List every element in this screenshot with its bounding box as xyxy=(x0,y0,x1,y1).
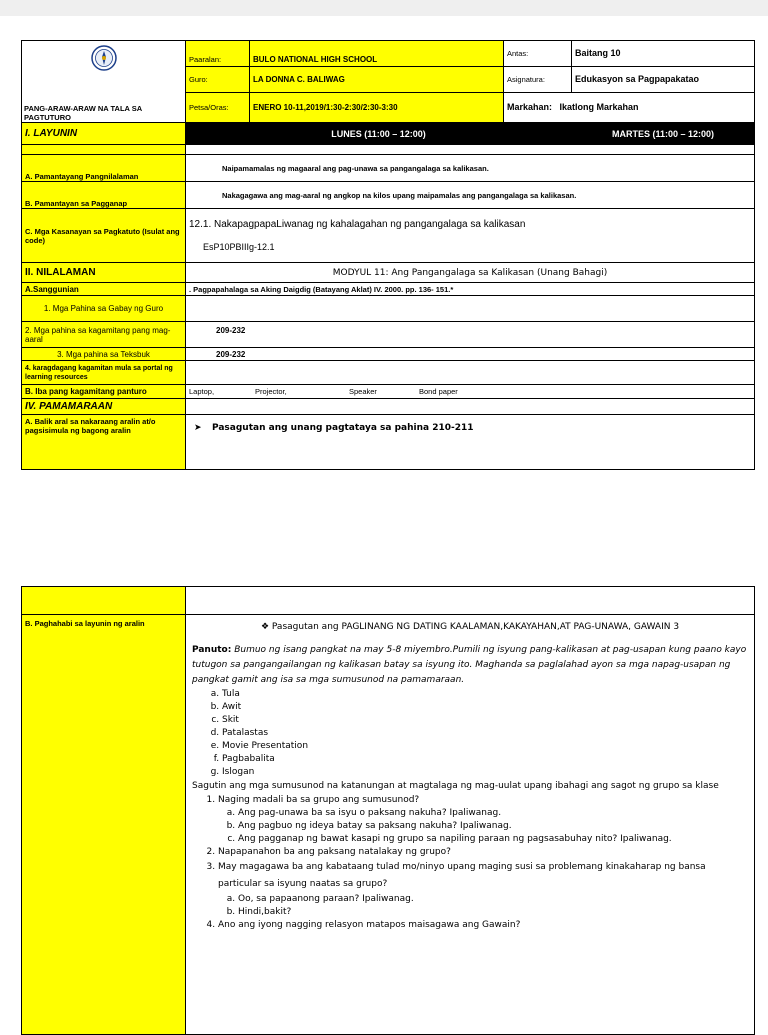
paghahabi-label: B. Paghahabi sa layunin ng aralin xyxy=(22,615,186,1035)
gawain-intro xyxy=(192,620,748,635)
question-item xyxy=(218,859,748,919)
pamantayan-pagganap-value xyxy=(186,182,755,209)
portal-resources-label: 4. karagdagang kagamitan mula sa portal ng learning resources xyxy=(22,361,186,385)
subject-value: Edukasyon sa Pagpapakatao xyxy=(572,66,755,92)
question-item: 2. Napapanahon ba ang paksang natalakay ng grupo? xyxy=(218,846,748,859)
grade-value: Baitang 10 xyxy=(572,41,755,67)
school-label: Paaralan: xyxy=(186,41,250,67)
question-item: 4. Ano ang iyong nagging relasyon matapos maisagawa ang Gawain? xyxy=(218,919,748,932)
logo-cell xyxy=(22,41,186,123)
list-item: b. Ang pagbuo ng ideya batay sa paksang nakuha? Ipaliwanag. xyxy=(238,820,748,833)
gawain-intro-text: Pasagutan ang PAGLINANG NG DATING KAALAMAN,KAKAYAHAN,AT PAG-UNAWA, GAWAIN 3 xyxy=(271,622,680,632)
question-text: May magagawa ba ang kabataang tulad mo/ninyo upang maging susi sa problemang kinakaharap ng bansa particular sa isyung naatas sa grupo? xyxy=(218,862,706,889)
school-value: BULO NATIONAL HIGH SCHOOL xyxy=(250,41,504,67)
kagamitang-pang-mag-aaral-label: 2. Mga pahina sa kagamitang pang mag-aaral xyxy=(22,322,186,348)
list-item: a. Oo, sa papaanong paraan? Ipaliwanag. xyxy=(238,893,748,906)
balik-aral-text: Pasagutan ang unang pagtataya sa pahina 210-211 xyxy=(212,423,474,433)
list-item: b. Awit xyxy=(222,701,748,714)
pamantayan-pagganap-label: B. Pamantayan sa Pagganap xyxy=(22,182,186,209)
list-item: f. Pagbabalita xyxy=(222,753,748,766)
quarter-label: Markahan: xyxy=(507,102,553,113)
sanggunian-value: . Pagpapahalaga sa Aking Daigdig (Batayang Aklat) IV. 2000. pp. 136- 151.* xyxy=(186,283,755,296)
top-bar xyxy=(0,0,768,16)
list-item: g. Islogan xyxy=(222,766,748,779)
question-text: Naging madali ba sa grupo ang sumusunod? xyxy=(218,795,420,805)
pamantayang-pangnilalaman-value xyxy=(186,155,755,182)
material-projector: Projector, xyxy=(255,387,287,396)
list-item: b. Hindi,bakit? xyxy=(238,906,748,919)
sub-questions-list xyxy=(218,893,748,919)
panuto-label: Panuto: xyxy=(192,645,232,655)
pamantayan-pagganap-text: Nakagagawa ang mag-aaral ng angkop na kilos upang maipamalas ang pangangalaga sa kalikasan. xyxy=(222,190,577,200)
spacer-cell xyxy=(22,145,186,155)
panuto-text: Bumuo ng isang pangkat na may 5-8 miyembro.Pumili ng isyung pang-kalikasan at pag-usapan kung paano kayo tutugon sa pangangailangan ng kalikasan batay sa isyung ito. Maghanda sa paglalahad ayon sa mga napag-usapan ng pangkat gamit ang isa sa mga sumusunod na pamamaraan. xyxy=(192,645,747,685)
date-value: ENERO 10-11,2019/1:30-2:30/2:30-3:30 xyxy=(250,92,504,122)
teksbuk-pages: 209-232 xyxy=(216,349,246,359)
pamantayang-pangnilalaman-text: Naipamamalas ng magaaral ang pag-unawa sa pangangalaga sa kalikasan. xyxy=(222,163,489,173)
material-laptop: Laptop, xyxy=(189,387,215,396)
question-item xyxy=(218,794,748,846)
balik-aral-label: A. Balik aral sa nakaraang aralin at/o pagsisimula ng bagong aralin xyxy=(22,415,186,470)
pamamaraan-title: IV. PAMAMARAAN xyxy=(22,399,186,415)
teacher-value: LA DONNA C. BALIWAG xyxy=(250,66,504,92)
day-tuesday: MARTES (11:00 – 12:00) xyxy=(572,123,755,145)
list-item: a. Ang pag-unawa ba sa isyu o paksang nakuha? Ipaliwanag. xyxy=(238,807,748,820)
day-monday: LUNES (11:00 – 12:00) xyxy=(186,123,572,145)
gabay-guro-value xyxy=(186,296,755,322)
teksbuk-value xyxy=(186,348,755,361)
teacher-label: Guro: xyxy=(186,66,250,92)
nilalaman-title: II. NILALAMAN xyxy=(22,263,186,283)
kasanayan-label: C. Mga Kasanayan sa Pagkatuto (Isulat ang code) xyxy=(22,209,186,263)
panuto xyxy=(192,643,748,688)
material-bond-paper: Bond paper xyxy=(419,387,458,396)
log-title: PANG-ARAW-ARAW NA TALA SA PAGTUTURO xyxy=(24,104,142,122)
date-label: Petsa/Oras: xyxy=(186,92,250,122)
grade-label: Antas: xyxy=(504,41,572,67)
sagutin-text: Sagutin ang mga sumusunod na katanungan at magtalaga ng mag-uulat upang ibahagi ang sagot ng grupo sa klase xyxy=(192,781,719,791)
deped-seal-icon xyxy=(91,45,117,71)
header-empty-left xyxy=(22,587,186,615)
list-item: c. Ang pagganap ng bawat kasapi ng grupo sa napiling paraan ng pagsasabuhay nito? Ipaliwanag. xyxy=(238,833,748,846)
teksbuk-label: 3. Mga pahina sa Teksbuk xyxy=(22,348,186,361)
pamantayang-pangnilalaman-label: A. Pamantayang Pangnilalaman xyxy=(22,155,186,182)
diamond-bullet-icon: ❖ xyxy=(260,622,270,632)
methods-list xyxy=(192,688,748,779)
kagamitang-pages: 209-232 xyxy=(216,326,246,335)
questions-list xyxy=(192,794,748,932)
nilalaman-value: MODYUL 11: Ang Pangangalaga sa Kalikasan (Unang Bahagi) xyxy=(186,263,755,283)
quarter-cell xyxy=(504,92,755,122)
lesson-log-table-page1 xyxy=(21,40,755,470)
iba-pang-kagamitan-label: B. Iba pang kagamitang panturo xyxy=(22,385,186,399)
sanggunian-title: A.Sanggunian xyxy=(22,283,186,296)
layunin-title: I. LAYUNIN xyxy=(22,123,186,145)
material-speaker: Speaker xyxy=(349,387,377,396)
kagamitang-pang-mag-aaral-value xyxy=(186,322,755,348)
header-empty-right xyxy=(186,587,755,615)
portal-resources-value xyxy=(186,361,755,385)
pamamaraan-empty xyxy=(186,399,755,415)
kasanayan-code: EsP10PBIIIg-12.1 xyxy=(203,241,275,252)
balik-aral-value xyxy=(186,415,755,470)
list-item: d. Patalastas xyxy=(222,727,748,740)
kasanayan-text: 12.1. NakapagpapaLiwanag ng kahalagahan ng pangangalaga sa kalikasan xyxy=(189,218,526,230)
lesson-log-table-page2 xyxy=(21,586,755,1035)
gabay-guro-label: 1. Mga Pahina sa Gabay ng Guro xyxy=(22,296,186,322)
gawain-cell xyxy=(186,615,755,1035)
spacer-cell xyxy=(186,145,755,155)
kasanayan-value xyxy=(186,209,755,263)
arrow-bullet-icon: ➤ xyxy=(194,422,202,432)
sub-questions-list xyxy=(218,807,748,846)
list-item: c. Skit xyxy=(222,714,748,727)
list-item: a. Tula xyxy=(222,688,748,701)
subject-label: Asignatura: xyxy=(504,66,572,92)
list-item: e. Movie Presentation xyxy=(222,740,748,753)
quarter-value: Ikatlong Markahan xyxy=(559,102,639,113)
iba-pang-kagamitan-value xyxy=(186,385,755,399)
